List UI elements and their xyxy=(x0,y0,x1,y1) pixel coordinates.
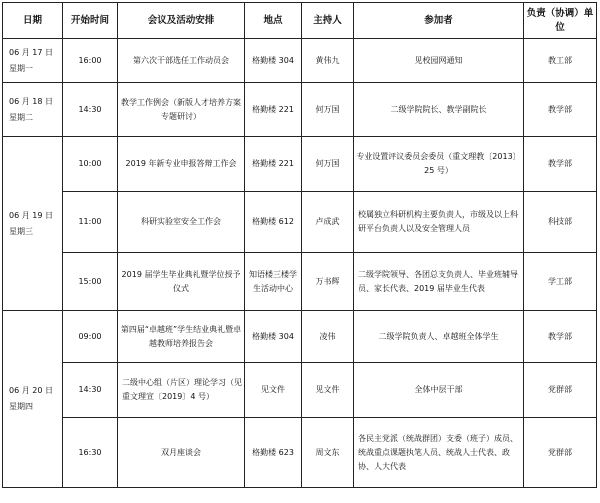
time-cell: 09:00 xyxy=(63,311,118,363)
unit-cell: 党群部 xyxy=(524,418,597,488)
place-cell: 格勤楼 304 xyxy=(245,39,302,83)
unit-cell: 科技部 xyxy=(524,192,597,253)
attendees-cell: 校属独立科研机构主要负责人，市级及以上科研平台负责人以及安全管理人员 xyxy=(354,192,524,253)
weekday-text: 星期二 xyxy=(9,112,33,122)
header-meeting: 会议及活动安排 xyxy=(118,3,245,39)
weekday-text: 星期四 xyxy=(9,402,33,411)
meeting-cell: 第六次干部选任工作动员会 xyxy=(118,39,245,83)
attendees-cell: 二级学院领导、各团总支负责人、毕业班辅导员、家长代表、2019 届毕业生代表 xyxy=(354,253,524,311)
time-cell: 16:00 xyxy=(63,39,118,83)
host-cell: 何万国 xyxy=(302,137,354,192)
attendees-cell: 全体中层干部 xyxy=(354,363,524,418)
attendees-cell: 二级学院院长、教学副院长 xyxy=(354,83,524,137)
unit-cell: 教工部 xyxy=(524,39,597,83)
host-cell: 见文件 xyxy=(302,363,354,418)
place-cell: 格勤楼 221 xyxy=(245,137,302,192)
place-cell: 格勤楼 304 xyxy=(245,311,302,363)
date-text: 06 月 19 日 xyxy=(9,210,53,220)
schedule-table xyxy=(2,2,597,488)
header-unit: 负责（协调）单位 xyxy=(524,3,597,39)
host-cell: 卢成武 xyxy=(302,192,354,253)
table-row xyxy=(3,192,597,253)
table-row xyxy=(3,253,597,311)
meeting-cell: 双月座谈会 xyxy=(118,418,245,488)
host-cell: 凌伟 xyxy=(302,311,354,363)
unit-cell: 教学部 xyxy=(524,137,597,192)
place-cell: 格勤楼 612 xyxy=(245,192,302,253)
unit-cell: 教学部 xyxy=(524,311,597,363)
place-cell: 格勤楼 221 xyxy=(245,83,302,137)
table-row xyxy=(3,418,597,488)
meeting-cell: 第四届“卓越班”学生结业典礼暨卓越教师培养报告会 xyxy=(118,311,245,363)
attendees-cell: 二级学院负责人、卓越班全体学生 xyxy=(354,311,524,363)
attendees-cell: 见校园网通知 xyxy=(354,39,524,83)
attendees-cell: 专业设置评议委员会委员（重文理教〔2013〕25 号） xyxy=(354,137,524,192)
meeting-cell: 2019 届学生毕业典礼暨学位授予仪式 xyxy=(118,253,245,311)
host-cell: 周文东 xyxy=(302,418,354,488)
meeting-cell: 教学工作例会（新版人才培养方案专题研讨） xyxy=(118,83,245,137)
date-cell xyxy=(3,83,63,137)
unit-cell: 教学部 xyxy=(524,83,597,137)
unit-cell: 学工部 xyxy=(524,253,597,311)
table-row xyxy=(3,311,597,363)
header-attendees: 参加者 xyxy=(354,3,524,39)
table-row xyxy=(3,137,597,192)
time-cell: 14:30 xyxy=(63,83,118,137)
host-cell: 黄伟九 xyxy=(302,39,354,83)
place-cell: 见文件 xyxy=(245,363,302,418)
time-cell: 15:00 xyxy=(63,253,118,311)
host-cell: 何万国 xyxy=(302,83,354,137)
header-host: 主持人 xyxy=(302,3,354,39)
date-text: 06 月 20 日 xyxy=(9,386,53,395)
table-row xyxy=(3,39,597,83)
place-cell: 格勤楼 623 xyxy=(245,418,302,488)
table-row xyxy=(3,363,597,418)
header-place: 地点 xyxy=(245,3,302,39)
time-cell: 10:00 xyxy=(63,137,118,192)
place-cell: 知语楼三楼学生活动中心 xyxy=(245,253,302,311)
header-date: 日期 xyxy=(3,3,63,39)
unit-cell: 党群部 xyxy=(524,363,597,418)
header-row xyxy=(3,3,597,39)
weekday-text: 星期三 xyxy=(9,226,33,236)
table-row xyxy=(3,83,597,137)
meeting-cell: 2019 年新专业申报答辩工作会 xyxy=(118,137,245,192)
meeting-cell: 科研实验室安全工作会 xyxy=(118,192,245,253)
host-cell: 万书辉 xyxy=(302,253,354,311)
weekday-text: 星期一 xyxy=(9,63,33,73)
date-cell xyxy=(3,311,63,488)
date-text: 06 月 18 日 xyxy=(9,96,53,106)
header-start-time: 开始时间 xyxy=(63,3,118,39)
date-text: 06 月 17 日 xyxy=(9,47,53,57)
time-cell: 11:00 xyxy=(63,192,118,253)
attendees-cell: 各民主党派（统战群团）支委（班子）成员、统战重点课题执笔人员、统战人士代表、政协、人大代表 xyxy=(354,418,524,488)
time-cell: 14:30 xyxy=(63,363,118,418)
time-cell: 16:30 xyxy=(63,418,118,488)
date-cell xyxy=(3,39,63,83)
meeting-cell: 二级中心组（片区）理论学习（见重文理宣〔2019〕4 号） xyxy=(118,363,245,418)
date-cell xyxy=(3,137,63,311)
